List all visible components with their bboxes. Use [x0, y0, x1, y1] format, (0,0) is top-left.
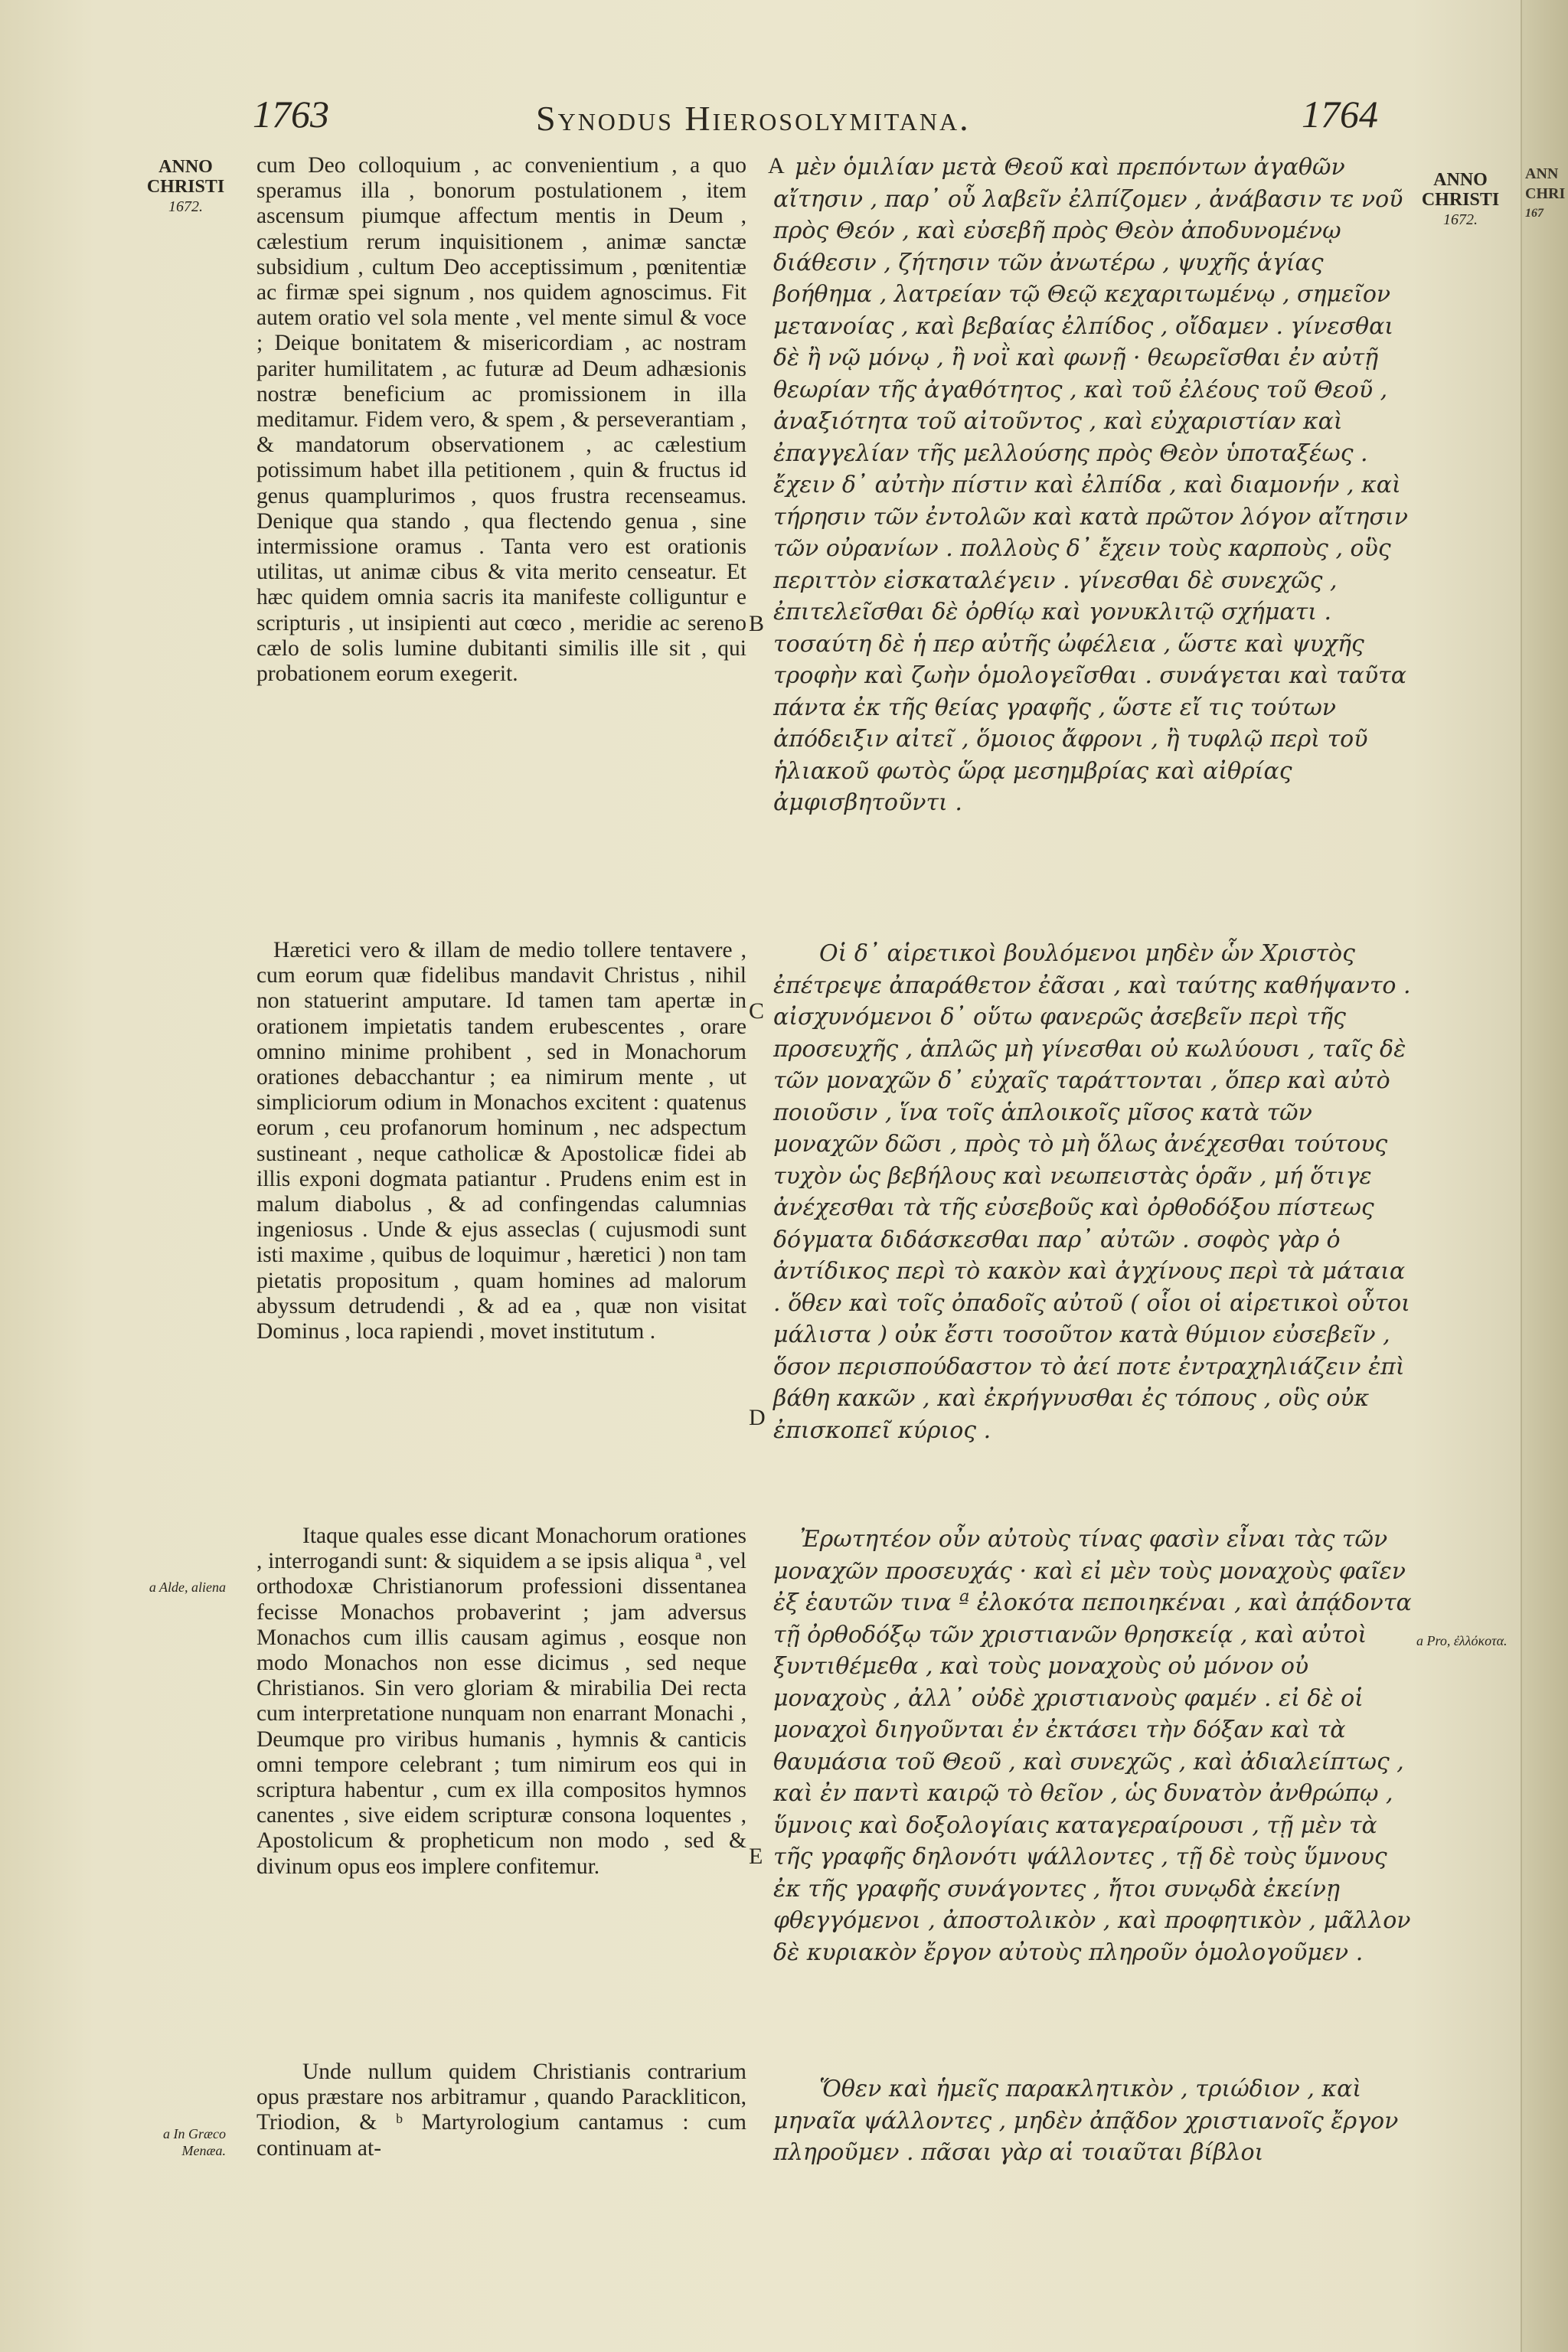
margin-note-left-1-text: Alde, aliena: [159, 1579, 226, 1595]
margin-note-left-2-mark: a: [163, 2126, 170, 2141]
edge-anno-line2: CHRI: [1525, 185, 1566, 202]
section-letter-e: E: [749, 1844, 763, 1869]
anno-right-line2: CHRISTI: [1421, 190, 1500, 210]
edge-anno-line3: 167: [1525, 207, 1544, 220]
right-page-number: 1764: [1302, 93, 1378, 136]
margin-note-right-1-mark: a: [1416, 1633, 1423, 1648]
edge-anno-line1: ANN: [1525, 165, 1559, 182]
latin-paragraph-2: Hæretici vero & illam de medio tollere tentavere , cum eorum quæ fidelibus mandavit Christus , nihil non statuerint amputare. Id tamen tam apertæ in orationem impietatis tandem erubescentes , orare omnino minime prohibent , sed in Monachorum orationes debacchantur ; ea nimirum mente , ut simpliciorum odium in Monachos excitent : quatenus eorum , ceu profanorum hominum , nec adspectum sustineant , neque catholicæ & Apostolicæ fidei ab illis exponi dogmata patiantur . Prudens enim est in malum diabolus , & ad confingendas calumnias ingeniosus . Unde & ejus asseclas ( cujusmodi sunt isti maxime , quibus de loquimur , hæretici ) non tam pietatis propositum , quam homines ad malorum abyssum detrudendi , & ad ea , quæ non visitat Dominus , loca rapiendi , movet institutum .: [256, 938, 746, 1344]
running-title: Synodus Hierosolymitana.: [536, 99, 971, 138]
margin-note-left-2: [119, 2125, 226, 2159]
margin-note-right-1: [1416, 1632, 1516, 1649]
anno-left-line2: CHRISTI: [146, 177, 225, 197]
section-letter-b: B: [749, 611, 765, 636]
anno-right-year: 1672.: [1443, 211, 1478, 228]
greek-paragraph-4: Ὅθεν καὶ ἡμεῖς παρακλητικὸν , τριώδιον , καὶ μηναῖα ψάλλοντες , μηδὲν ἀπᾷδον χριστιανοῖς ἔργον πληροῦμεν . πᾶσαι γὰρ αἱ τοιαῦται βίβλοι: [773, 2076, 1399, 2166]
section-letter-d: D: [749, 1405, 766, 1430]
anno-left-line1: ANNO: [158, 157, 213, 177]
latin-paragraph-1: cum Deo colloquium , ac convenientium , a quo speramus illa , bonorum postulationem , item ascensum piumque affectum mentis in Deum , cælestium rerum inquisitionem , animæ sanctæ subsidium , cultum Deo acceptissimum , pœnitentiæ ac firmæ spei signum , nos quidem agnoscimus. Fit autem oratio vel sola mente , vel mente simul & voce ; Deique bonitatem & misericordiam , ac nostram pariter humilitatem , ac futuræ ad Deum adhæsionis nostræ beneficium ac promissionem in illa meditamur. Fidem vero, & spem , & perseverantiam , & mandatorum observationem , ac cælestium potissimum habet illa petitionem , quin & fructus id genus quamplurimos , quos frustra recenseamus. Denique qua stando , qua flectendo genua , sine intermissione oramus . Tanta vero est orationis utilitas, ut animæ cibus & vita merito censeatur. Et hæc quidem omnia sacris ita manifeste colliguntur e scripturis , ut insipienti aut cœco , meridie ac sereno cælo de solis lumine dubitanti similis ille sit , qui probationem eorum exegerit.: [256, 153, 746, 687]
margin-note-left-2-text: In Græco Menæa.: [173, 2126, 226, 2158]
section-letter-c: C: [749, 998, 765, 1024]
left-page-number: 1763: [253, 93, 329, 136]
latin-paragraph-3: Itaque quales esse dicant Monachorum orationes , interrogandi sunt: & siquidem a se ipsis aliqua ª , vel orthodoxæ Christianorum professioni dissentanea fecisse Monachos probaverint ; jam adversus Monachos cum illis causam agimus , eosque non modo Monachos non esse dicimus , sed neque Christianos. Sin vero gloriam & mirabilia Dei recta cum interpretatione nunquam non enarrant Monachi , Deumque pro viribus humanis , hymnis & canticis omni tempore celebrant ; tum nimirum eos qui in scriptura habentur , cum ex illa compositos hymnos canentes , sive eidem scripturæ consona loquentes , Apostolicum & propheticum non modo , sed & divinum opus eos implere confitemur.: [256, 1524, 746, 1879]
anno-left-year: 1672.: [168, 198, 203, 215]
greek-paragraph-3: Ἐρωτητέον οὖν αὐτοὺς τίνας φασὶν εἶναι τὰς τῶν μοναχῶν προσευχάς · καὶ εἰ μὲν τοὺς μοναχοὺς φαῖεν ἐξ ἑαυτῶν τινα ª ἐλοκότα πεποιηκέναι , καὶ ἀπᾴδοντα τῇ ὀρθοδόξῳ τῶν χριστιανῶν θρησκείᾳ , καὶ αὐτοὶ ξυντιθέμεθα , καὶ τοὺς μοναχοὺς οὐ μόνον οὐ μοναχοὺς , ἀλλ᾽ οὐδὲ χριστιανοὺς φαμέν . εἰ δὲ οἱ μοναχοὶ διηγοῦνται ἐν ἐκτάσει τὴν δόξαν καὶ τὰ θαυμάσια τοῦ Θεοῦ , καὶ συνεχῶς , καὶ ἀδιαλείπτως , καὶ ἐν παντὶ καιρῷ τὸ θεῖον , ὡς δυνατὸν ἀνθρώπῳ , ὕμνοις καὶ δοξολογίαις καταγεραίρουσι , τῇ μὲν τὰ τῆς γραφῆς δηλονότι ψάλλοντες , τῇ δὲ τοὺς ὕμνους ἐκ τῆς γραφῆς συνάγοντες , ἤτοι συνῳδὰ ἐκείνῃ φθεγγόμενοι , ἀποστολικὸν , καὶ προφητικὸν , μᾶλλον δὲ κυριακὸν ἔργον αὐτοὺς πληροῦν ὁμολογοῦμεν .: [773, 1526, 1412, 1966]
margin-note-right-1-text: Pro, ἐλλόκοτα.: [1426, 1633, 1508, 1648]
margin-note-left-1: [119, 1579, 226, 1596]
adjacent-page-edge: [1521, 0, 1568, 2352]
margin-note-left-1-mark: a: [149, 1579, 156, 1595]
anno-right-line1: ANNO: [1433, 170, 1488, 190]
page-header: [0, 92, 1568, 145]
anno-christi-right: [1413, 170, 1508, 230]
greek-paragraph-2: Οἱ δ᾽ αἱρετικοὶ βουλόμενοι μηδὲν ὧν Χριστὸς ἐπέτρεψε ἀπαράθετον ἐᾶσαι , καὶ ταύτης καθήψαντο . αἰσχυνόμενοι δ᾽ οὕτω φανερῶς ἀσεβεῖν περὶ τῆς προσευχῆς , ἁπλῶς μὴ γίνεσθαι οὐ κωλύουσι , ταῖς δὲ τῶν μοναχῶν δ᾽ εὐχαῖς ταράττονται , ὅπερ καὶ αὐτὸ ποιοῦσιν , ἵνα τοῖς ἁπλοικοῖς μῖσος κατὰ τῶν μοναχῶν δῶσι , πρὸς τὸ μὴ ὅλως ἀνέχεσθαι τούτους τυχὸν ὡς βεβήλους καὶ νεωπειστὰς ὁρᾶν , μή ὅτιγε ἀνέχεσθαι τὰ τῆς εὐσεβοῦς καὶ ὀρθοδόξου πίστεως δόγματα διδάσκεσθαι παρ᾽ αὐτῶν . σοφὸς γὰρ ὁ ἀντίδικος περὶ τὸ κακὸν καὶ ἀγχίνους περὶ τὰ μάταια . ὅθεν καὶ τοῖς ὀπαδοῖς αὐτοῦ ( οἷοι οἱ αἱρετικοὶ οὗτοι μάλιστα ) οὐκ ἔστι τοσοῦτον κατὰ θύμιον εὐσεβεῖν , ὅσον περισπούδαστον τὸ ἀεί ποτε ἐντραχηλιάζειν ἐπὶ βάθη κακῶν , καὶ ἐκρήγνυσθαι ἐς τόπους , οὓς οὐκ ἐπισκοπεῖ κύριος .: [773, 940, 1411, 1444]
anno-christi-left: [138, 157, 234, 217]
greek-paragraph-1: μὲν ὁμιλίαν μετὰ Θεοῦ καὶ πρεπόντων ἀγαθῶν αἴτησιν , παρ᾽ οὗ λαβεῖν ἐλπίζομεν , ἀνάβασιν τε νοῦ πρὸς Θεόν , καὶ εὐσεβῆ πρὸς Θεὸν ἀποδυνομένῳ διάθεσιν , ζήτησιν τῶν ἀνωτέρω , ψυχῆς ἁγίας βοήθημα , λατρείαν τῷ Θεῷ κεχαριτωμένῳ , σημεῖον μετανοίας , καὶ βεβαίας ἐλπίδος , οἴδαμεν . γίνεσθαι δὲ ἢ νῷ μόνῳ , ἢ νοῒ καὶ φωνῇ · θεωρεῖσθαι ἐν αὐτῇ θεωρίαν τῆς ἀγαθότητος , καὶ τοῦ ἐλέους τοῦ Θεοῦ , ἀναξιότητα τοῦ αἰτοῦντος , καὶ εὐχαριστίαν καὶ ἐπαγγελίαν τῆς μελλούσης πρὸς Θεὸν ὑποταξέως . ἔχειν δ᾽ αὐτὴν πίστιν καὶ ἐλπίδα , καὶ διαμονήν , καὶ τήρησιν τῶν ἐντολῶν καὶ κατὰ πρῶτον λόγον αἴτησιν τῶν οὐρανίων . πολλοὺς δ᾽ ἔχειν τοὺς καρποὺς , οὓς περιττὸν εἰσκαταλέγειν . γίνεσθαι δὲ συνεχῶς , ἐπιτελεῖσθαι δὲ ὀρθίῳ καὶ γονυκλιτῷ σχήματι . τοσαύτη δὲ ἡ περ αὐτῆς ὠφέλεια , ὥστε καὶ ψυχῆς τροφὴν καὶ ζωὴν ὁμολογεῖσθαι . συνάγεται καὶ ταῦτα πάντα ἐκ τῆς θείας γραφῆς , ὥστε εἴ τις τούτων ἀπόδειξιν αἰτεῖ , ὅμοιος ἄφρονι , ἢ τυφλῷ περὶ τοῦ ἡλιακοῦ φωτὸς ὥρᾳ μεσημβρίας καὶ αἰθρίας ἀμφισβητοῦντι .: [773, 154, 1408, 816]
latin-paragraph-4: Unde nullum quidem Christianis contrarium opus præstare nos arbitramur , quando Parackliticon, Triodion, & ᵇ Martyrologium cantamus : cum continuam at-: [256, 2060, 746, 2161]
section-letter-a: A: [768, 153, 785, 178]
